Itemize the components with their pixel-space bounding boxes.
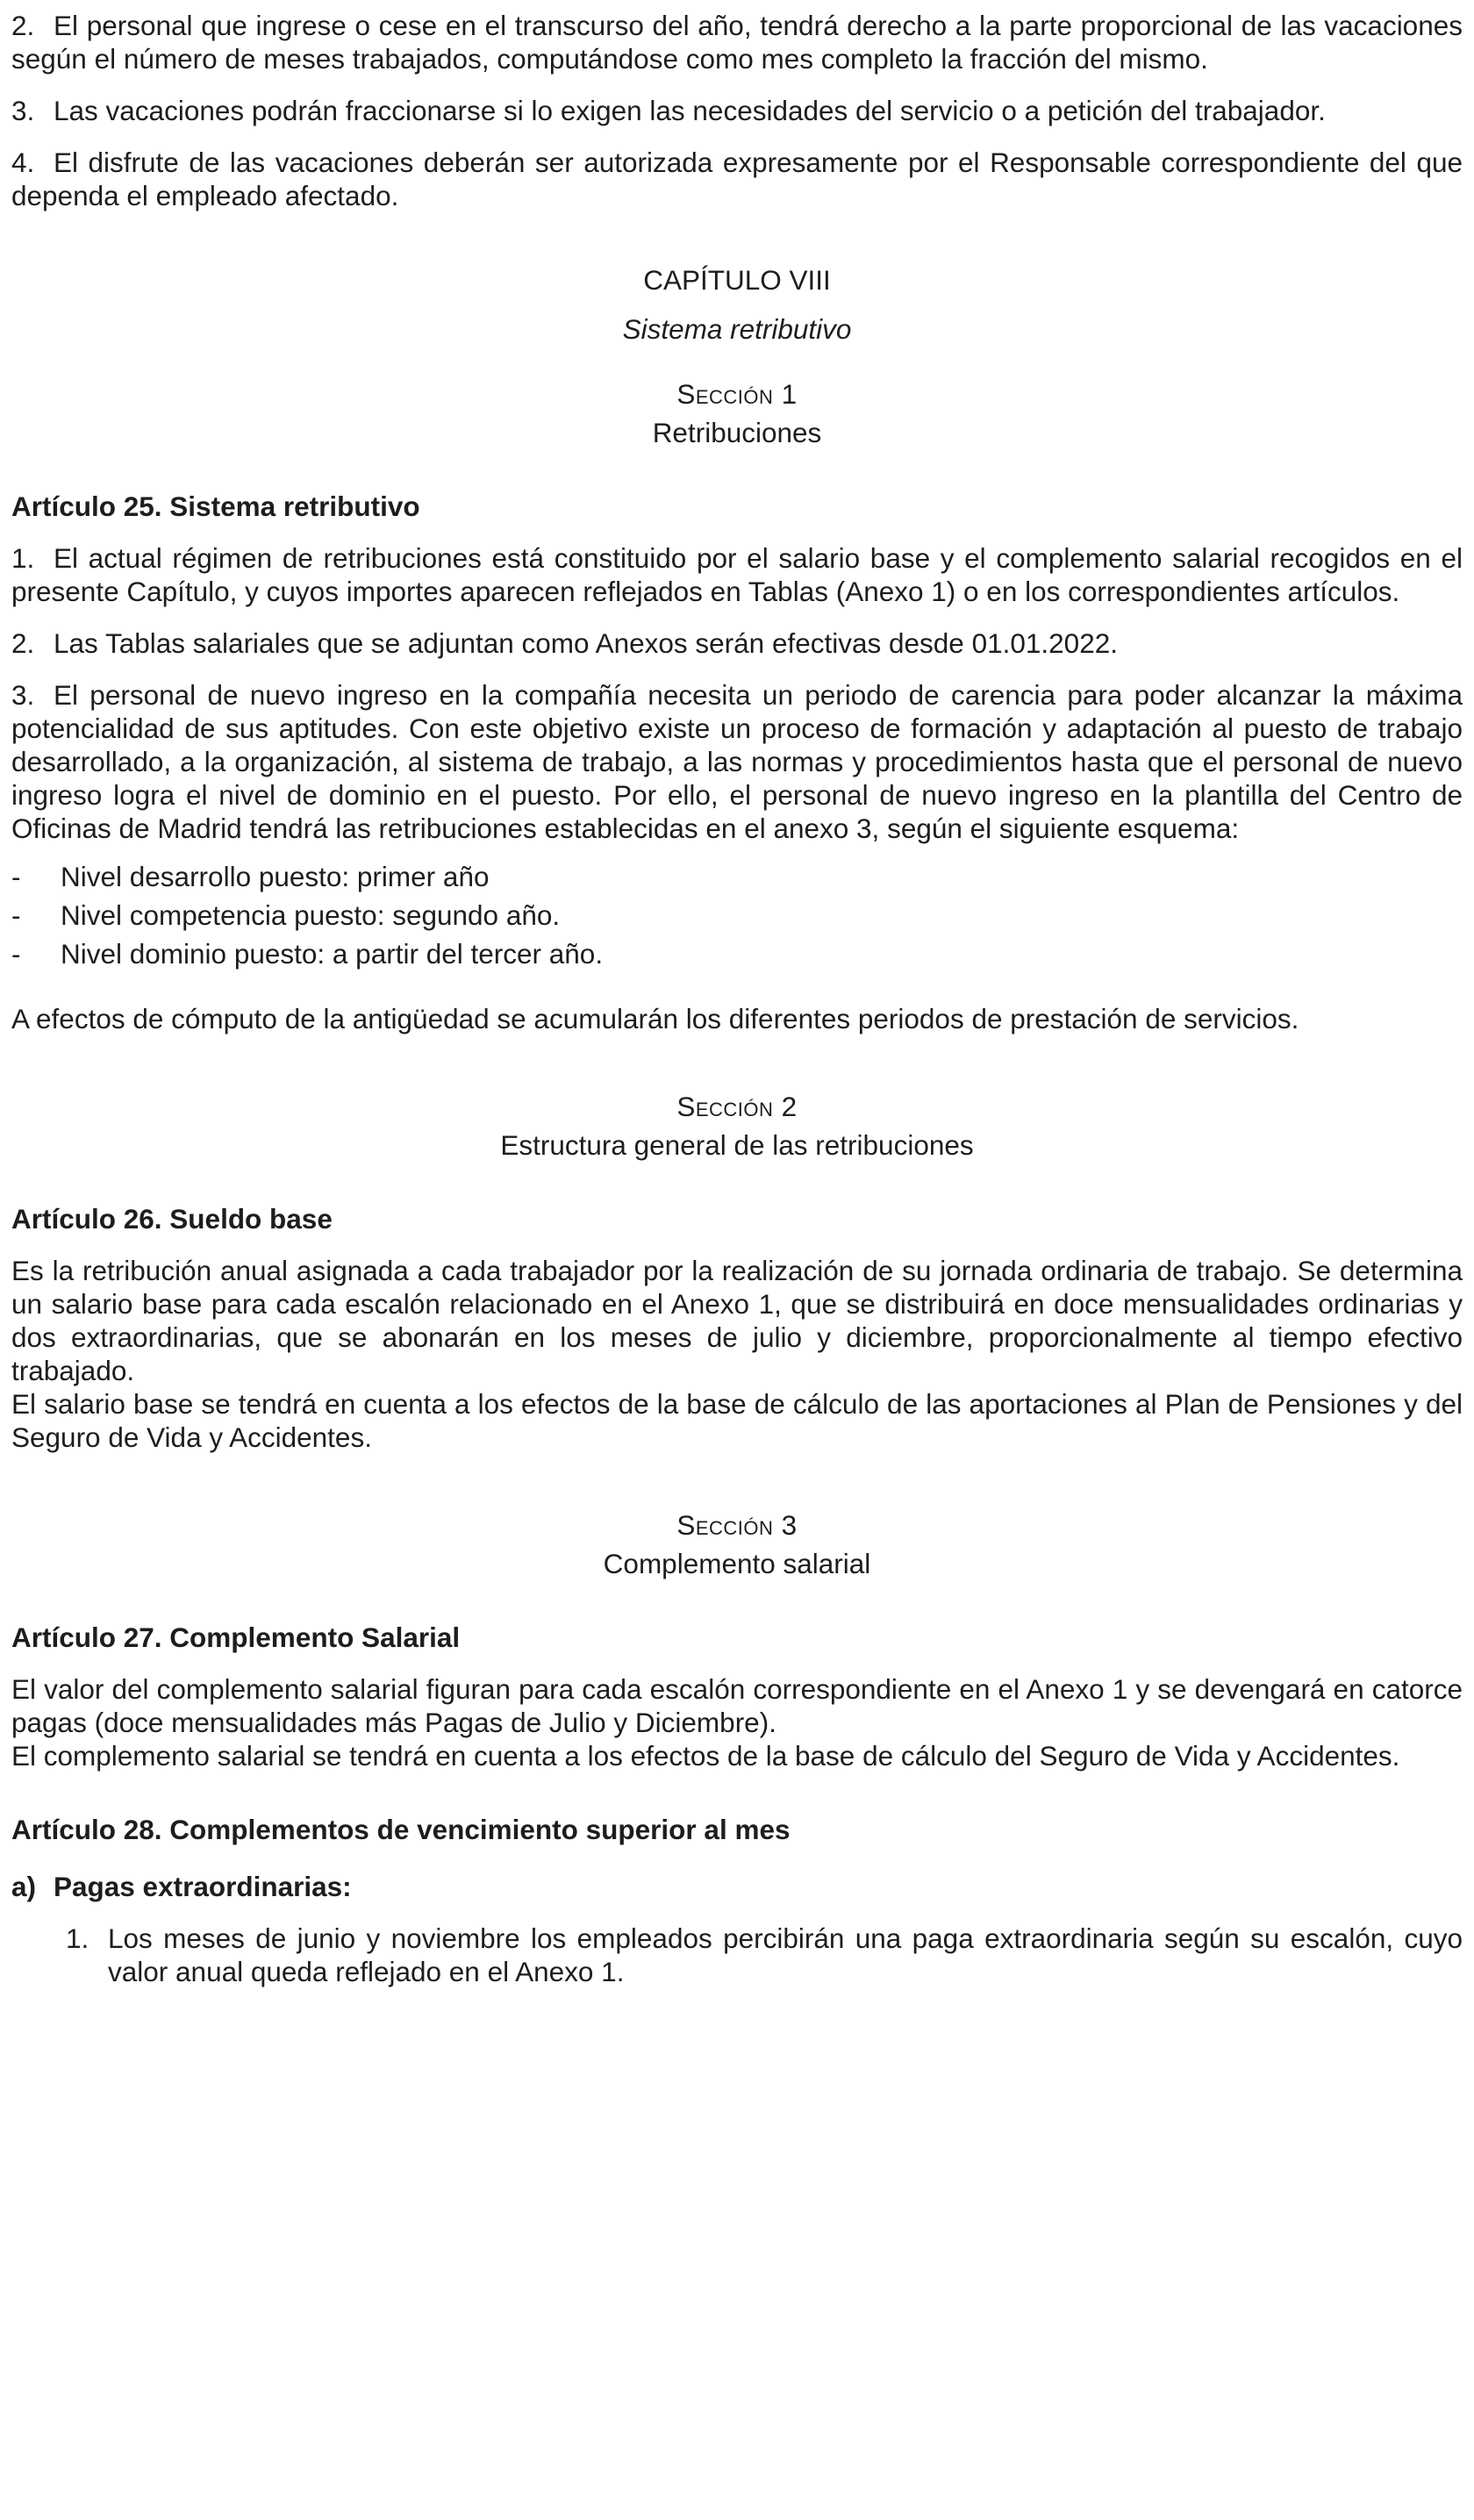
section-label: Sección 3 (676, 1509, 798, 1541)
clause-text: El disfrute de las vacaciones deberán ser autorizada expresamente por el Responsable correspondiente del que dependa el empleado afectado. (11, 147, 1463, 211)
section-title: Complemento salarial (603, 1548, 871, 1579)
chapter-heading: CAPÍTULO VIII (643, 264, 831, 296)
paragraph: A efectos de cómputo de la antigüedad se acumularán los diferentes periodos de prestación de servicios. (11, 1003, 1299, 1034)
section-label: Sección 1 (676, 378, 798, 410)
chapter-subtitle: Sistema retributivo (622, 313, 852, 345)
alpha-marker: a) (11, 1871, 37, 1902)
list-item (11, 860, 1463, 893)
list-item-text: Nivel competencia puesto: segundo año. (61, 899, 561, 931)
list-item (11, 937, 1463, 970)
section-title: Retribuciones (652, 417, 822, 448)
clause-text: El personal de nuevo ingreso en la compañía necesita un periodo de carencia para poder alcanzar la máxima potencialidad de sus aptitudes. Con este objetivo existe un proceso de formación y adaptación al puesto de trabajo desarrollado, a la organización, al sistema de trabajo, a las normas y procedimientos hasta que el personal de nuevo ingreso logra el nivel de dominio en el puesto. Por ello, el personal de nuevo ingreso en la plantilla del Centro de Oficinas de Madrid tendrá las retribuciones establecidas en el anexo 3, según el siguiente esquema: (11, 679, 1463, 844)
clause-number: 1. (66, 1922, 89, 1954)
section-label: Sección 2 (676, 1091, 798, 1122)
numbered-paragraph (11, 94, 1463, 127)
article-heading: Artículo 25. Sistema retributivo (11, 490, 420, 522)
clause-number: 3. (11, 679, 35, 711)
paragraph: El salario base se tendrá en cuenta a los efectos de la base de cálculo de las aportaciones al Plan de Pensiones y del Seguro de Vida y Accidentes. (11, 1388, 1463, 1453)
paragraph: El valor del complemento salarial figuran para cada escalón correspondiente en el Anexo 1 y se devengará en catorce pagas (doce mensualidades más Pagas de Julio y Diciembre). (11, 1673, 1463, 1738)
dash-marker: - (11, 899, 21, 931)
list-item (11, 898, 1463, 932)
clause-number: 4. (11, 147, 35, 178)
clause-text: Los meses de junio y noviembre los empleados percibirán una paga extraordinaria según su escalón, cuyo valor anual queda reflejado en el Anexo 1. (108, 1922, 1463, 1987)
paragraph: El complemento salarial se tendrá en cuenta a los efectos de la base de cálculo del Seguro de Vida y Accidentes. (11, 1740, 1400, 1772)
clause-number: 2. (11, 627, 35, 659)
lettered-item-title: Pagas extraordinarias: (54, 1871, 352, 1902)
clause-text: Las Tablas salariales que se adjuntan como Anexos serán efectivas desde 01.01.2022. (54, 627, 1118, 659)
clause-text: El personal que ingrese o cese en el transcurso del año, tendrá derecho a la parte proporcional de las vacaciones según el número de meses trabajados, computándose como mes completo la fracción del mismo. (11, 10, 1463, 75)
clause-number: 3. (11, 95, 35, 126)
article-heading: Artículo 28. Complementos de vencimiento superior al mes (11, 1814, 791, 1845)
article-heading: Artículo 26. Sueldo base (11, 1203, 333, 1235)
lettered-list-item (11, 1870, 1463, 1903)
list-item-text: Nivel desarrollo puesto: primer año (61, 861, 490, 892)
clause-text: Las vacaciones podrán fraccionarse si lo exigen las necesidades del servicio o a petición del trabajador. (54, 95, 1326, 126)
numbered-paragraph (11, 541, 1463, 608)
paragraph: Es la retribución anual asignada a cada trabajador por la realización de su jornada ordinaria de trabajo. Se determina un salario base para cada escalón relacionado en el Anexo 1, que se distribuirá en doce mensualidades ordinarias y dos extraordinarias, que se abonarán en los meses de julio y diciembre, proporcionalmente al tiempo efectivo trabajado. (11, 1255, 1463, 1386)
sub-numbered-paragraph (66, 1922, 1463, 1988)
clause-text: El actual régimen de retribuciones está constituido por el salario base y el complemento salarial recogidos en el presente Capítulo, y cuyos importes aparecen reflejados en Tablas (Anexo 1) o en los correspondientes artículos. (11, 542, 1463, 607)
dash-marker: - (11, 861, 21, 892)
numbered-paragraph (11, 9, 1463, 75)
numbered-paragraph (11, 626, 1463, 660)
numbered-paragraph (11, 678, 1463, 845)
list-item-text: Nivel dominio puesto: a partir del tercer año. (61, 938, 604, 970)
section-title: Estructura general de las retribuciones (500, 1129, 974, 1161)
clause-number: 1. (11, 542, 35, 574)
dash-marker: - (11, 938, 21, 970)
article-heading: Artículo 27. Complemento Salarial (11, 1622, 461, 1653)
numbered-paragraph (11, 146, 1463, 212)
clause-number: 2. (11, 10, 35, 41)
